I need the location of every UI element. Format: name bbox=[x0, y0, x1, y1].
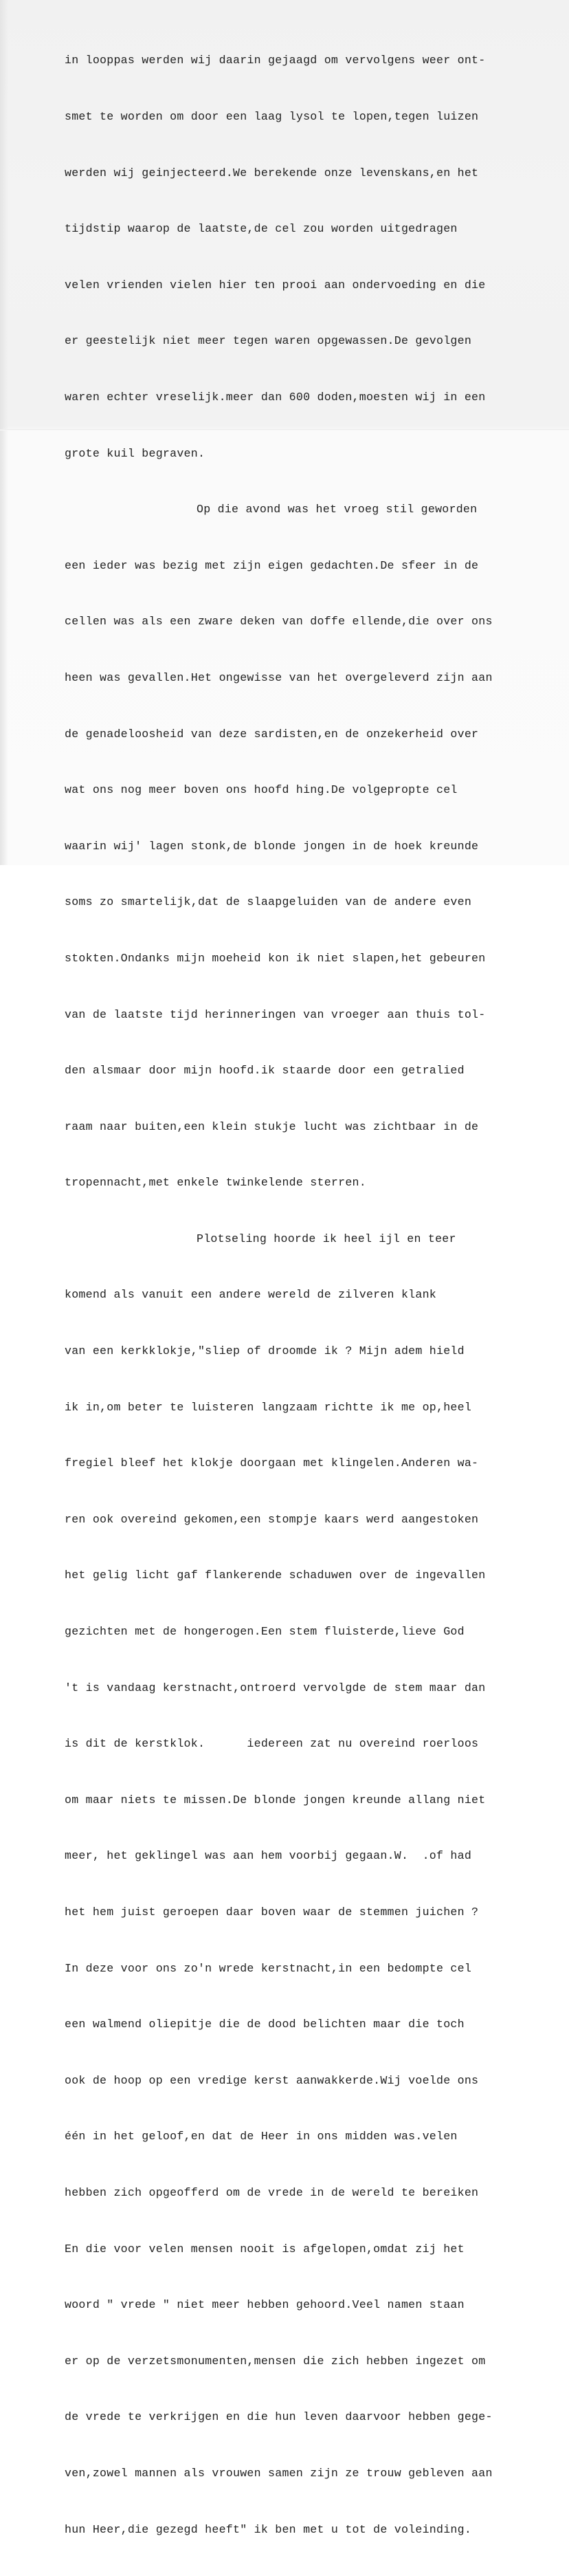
text-line: tijdstip waarop de laatste,de cel zou worden uitgedragen bbox=[65, 222, 458, 236]
text-line: er op de verzetsmonumenten,mensen die zich hebben ingezet om bbox=[65, 2354, 486, 2368]
text-line: soms zo smartelijk,dat de slaapgeluiden van de andere even bbox=[65, 895, 472, 909]
text-line: een walmend oliepitje die de dood belichten maar die toch bbox=[65, 2018, 465, 2031]
text-line: er geestelijk niet meer tegen waren opgewassen.De gevolgen bbox=[65, 334, 472, 348]
text-line: smet te worden om door een laag lysol te lopen,tegen luizen bbox=[65, 110, 479, 123]
text-line: den alsmaar door mijn hoofd.ik staarde door een getralied bbox=[65, 1064, 465, 1078]
text-line: een ieder was bezig met zijn eigen gedachten.De sfeer in de bbox=[65, 558, 479, 572]
text-line: raam naar buiten,een klein stukje lucht was zichtbaar in de bbox=[65, 1120, 479, 1133]
text-line: ven,zowel mannen als vrouwen samen zijn ze trouw gebleven aan bbox=[65, 2466, 493, 2480]
text-line: waarin wij' lagen stonk,de blonde jongen in de hoek kreunde bbox=[65, 839, 479, 853]
text-line: 't is vandaag kerstnacht,ontroerd vervolgde de stem maar dan bbox=[65, 1681, 486, 1694]
text-line: is dit de kerstklok. iedereen zat nu overeind roerloos bbox=[65, 1737, 479, 1751]
text-line: van de laatste tijd herinneringen van vroeger aan thuis tol- bbox=[65, 1007, 486, 1021]
paragraph-start-line: Op die avond was het vroeg stil geworden bbox=[197, 503, 478, 516]
text-line: het hem juist geroepen daar boven waar de stemmen juichen ? bbox=[65, 1906, 479, 1919]
text-line: de vrede te verkrijgen en die hun leven daarvoor hebben gege- bbox=[65, 2410, 493, 2424]
text-line: grote kuil begraven. bbox=[65, 446, 205, 460]
text-line: ik in,om beter te luisteren langzaam richtte ik me op,heel bbox=[65, 1400, 472, 1414]
text-line: werden wij geinjecteerd.We berekende onze levenskans,en het bbox=[65, 166, 479, 179]
text-line: heen was gevallen.Het ongewisse van het overgeleverd zijn aan bbox=[65, 670, 493, 684]
text-line: tropennacht,met enkele twinkelende sterren. bbox=[65, 1176, 366, 1190]
text-line: hebben zich opgeofferd om de vrede in de wereld te bereiken bbox=[65, 2185, 479, 2199]
text-line: gezichten met de hongerogen.Een stem fluisterde,lieve God bbox=[65, 1625, 465, 1639]
text-line: meer, het geklingel was aan hem voorbij gegaan.W. .of had bbox=[65, 1849, 472, 1863]
text-line: het gelig licht gaf flankerende schaduwen over de ingevallen bbox=[65, 1569, 486, 1582]
typewritten-text bbox=[65, 14, 546, 2576]
text-line: om maar niets te missen.De blonde jongen kreunde allang niet bbox=[65, 1793, 486, 1807]
text-line: ren ook overeind gekomen,een stompje kaars werd aangestoken bbox=[65, 1512, 479, 1526]
text-line: fregiel bleef het klokje doorgaan met klingelen.Anderen wa- bbox=[65, 1456, 479, 1470]
text-line: hun Heer,die gezegd heeft" ik ben met u tot de voleinding. bbox=[65, 2522, 472, 2536]
text-line: En die voor velen mensen nooit is afgelopen,omdat zij het bbox=[65, 2242, 465, 2256]
text-line: velen vrienden vielen hier ten prooi aan ondervoeding en die bbox=[65, 278, 486, 292]
text-line: één in het geloof,en dat de Heer in ons midden was.velen bbox=[65, 2130, 458, 2143]
text-line: komend als vanuit een andere wereld de zilveren klank bbox=[65, 1288, 437, 1302]
text-line: cellen was als een zware deken van doffe ellende,die over ons bbox=[65, 615, 493, 629]
paragraph-start-line: Plotseling hoorde ik heel ijl en teer bbox=[197, 1232, 456, 1245]
text-line: waren echter vreselijk.meer dan 600 doden,moesten wij in een bbox=[65, 390, 486, 404]
text-line: de genadeloosheid van deze sardisten,en de onzekerheid over bbox=[65, 727, 479, 741]
text-line: woord " vrede " niet meer hebben gehoord.Veel namen staan bbox=[65, 2298, 465, 2312]
text-line: stokten.Ondanks mijn moeheid kon ik niet slapen,het gebeuren bbox=[65, 951, 486, 965]
text-line: In deze voor ons zo'n wrede kerstnacht,in een bedompte cel bbox=[65, 1961, 472, 1975]
text-line: wat ons nog meer boven ons hoofd hing.De volgepropte cel bbox=[65, 783, 458, 797]
text-line: van een kerkklokje,"sliep of droomde ik ? Mijn adem hield bbox=[65, 1344, 465, 1358]
text-line: in looppas werden wij daarin gejaagd om vervolgens weer ont- bbox=[65, 54, 486, 67]
text-line: ook de hoop op een vredige kerst aanwakkerde.Wij voelde ons bbox=[65, 2073, 479, 2087]
